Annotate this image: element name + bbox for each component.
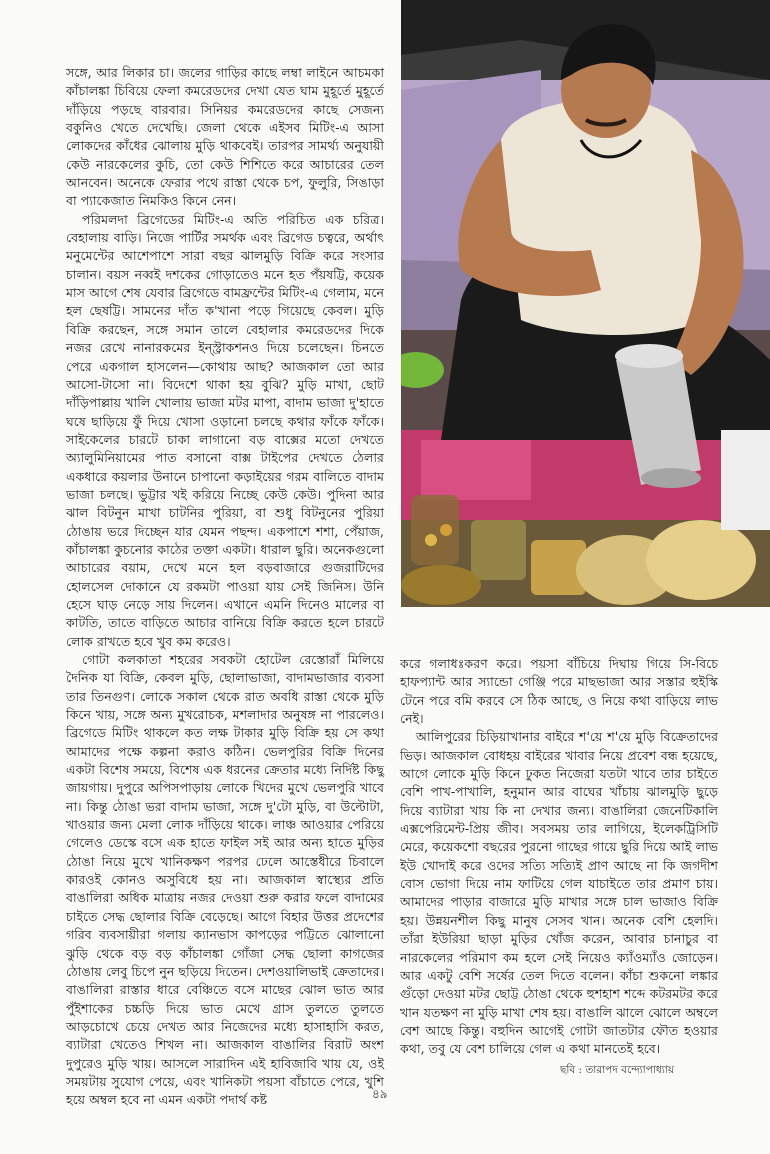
page-number: ৪৯ bbox=[372, 1087, 388, 1101]
paragraph: আলিপুরের চিড়িয়াখানার বাইরে শ'য়ে শ'য়ে মুড়ি বিক্রেতাদের ভিড়। আজকাল বোধহয় বাইরের খাবার নিয়ে প্রবেশ বন্ধ হয়েছে, আগে লোকে মুড়ি কিনে ঢুকত নিজেরা যতটা খাবে তার চাইতে বেশি পাখ-পাখালি, হনুমান আর বাঘের খাঁচায় ঝালমুড়ি ছুড়ে দিয়ে ব্যাটারা খায় কি না দেখার জন্য। বাঙালিরা জেনেটিকালি এক্সপেরিমেন্ট-প্রিয় জীব। সবসময় তার লাগিয়ে, ইলেকট্রিসিটি মেরে, কয়েকশো বছরের পুরনো গাছের গায়ে ছুরি দিয়ে আই লাভ ইউ খোদাই করে ওদের সত্যি সত্যিই প্রাণ আছে না কি জগদীশ বোস ভোগা দিয়ে নাম ফাটিয়ে গেল যাচাইতে তার প্রমাণ চায়। আমাদের পাড়ার বাজারে মুড়ি মাখার সঙ্গে চাল ভাজাও বিক্রি হয়। উন্নয়নশীল কিছু মানুষ সেসব খান। অনেক বেশি হেলদি। তাঁরা ইউরিয়া ছাড়া মুড়ির খোঁজ করেন, আবার চানাচুর বা নারকেলের পরিমাণ কম হলে সেই নিয়েও ক্যাঁওম্যাঁও জোড়েন। আর একটু বেশি সর্ষের তেল দিতে বলেন। কাঁচা শুকনো লঙ্কার গুঁড়ো দেওয়া মটর ছোট্ট ঠোঙা থেকে হুশহাশ শব্দে কটরমটর করে খান যতক্ষণ না মুড়ি মাখা শেষ হয়। বাঙালি ঝালে ঝোলে অম্বলে বেশ আছে কিন্তু। বহুদিন আগেই গোটা জাতটার ফৌত হওয়ার কথা, তবু যে বেশ চালিয়ে গেল এ কথা মানতেই হবে। bbox=[400, 729, 718, 1057]
paragraph: সঙ্গে, আর লিকার চা। জলের গাড়ির কাছে লম্বা লাইনে আচমকা কাঁচালঙ্কা চিবিয়ে ফেলা কমরেডদের দেখা যেত ঘাম মুহূর্তে মুহূর্তে দাঁড়িয়ে পড়ছে বারবার। সিনিয়র কমরেডদের কাছে সেজন্য বকুনিও খেতে দেখেছি। জেলা থেকে এইসব মিটিং-এ আসা লোকদের কাঁধের ঝোলায় মুড়ি থাকবেই। তারপর সামর্থ্য অনুযায়ী কেউ নারকেলের কুচি, তো কেউ শিশিতে করে আচারের তেল আনবেন। অনেকে ফেরার পথে রাস্তা থেকে চপ, ফুলুরি, সিঙাড়া বা প্যাকেজাত নিমকিও কিনে নেন। bbox=[66, 65, 384, 209]
article-left-column bbox=[66, 64, 384, 1110]
photo-muri-vendor bbox=[401, 0, 770, 607]
article-right-column bbox=[400, 655, 718, 1059]
paragraph: গোটা কলকাতা শহরের সবকটা হোটেল রেস্তোরাঁ মিলিয়ে দৈনিক যা বিক্রি, কেবল মুড়ি, ছোলাভাজা, বাদামভাজার ব্যবসা তার তিনগুণ। লোকে সকাল থেকে রাত অবধি রাস্তা থেকে মুড়ি কিনে খায়, সঙ্গে অন্য মুখরোচক, মশলাদার অনুষঙ্গ না পারলেও। ব্রিগেডে মিটিং থাকলে কত লক্ষ টাকার মুড়ি বিক্রি হয় সে কথা আমাদের পক্ষে কল্পনা করাও কঠিন। ভেলপুরির বিক্রি দিনের একটা বিশেষ সময়ে, বিশেষ এক ধরনের ক্রেতার মধ্যে নির্দিষ্ট কিছু জায়গায়। দুপুরে অপিসপাড়ায় লোকে খিদের মুখে ভেলপুরি খাবে না। কিন্তু ঠোঙা ভরা বাদাম ভাজা, সঙ্গে দু'টো মুড়ি, বা উল্টোটা, খাওয়ার জন্য মেলা লোক দাঁড়িয়ে থাকে। লাঞ্চ আওয়ার পেরিয়ে গেলেও ডেস্কে বসে এক হাতে ফাইল সই আর অন্য হাতে মুড়ির ঠোঙা নিয়ে মুখে খানিকক্ষণ পরপর ঢেলে আস্তেধীরে চিবালে কারওই কোনও অসুবিধে হয় না। আজকাল স্বাস্থ্যের প্রতি বাঙালিরা অধিক মাত্রায় নজর দেওয়া শুরু করার ফলে বাদামের চাইতে সেদ্ধ ছোলার বিক্রি বেড়েছে। আগে বিহার উত্তর প্রদেশের গরিব ব্যবসায়ীরা গলায় ক্যানভাস কাপড়ের পট্টিতে ঝোলানো ঝুড়ি থেকে বড় বড় কাঁচালঙ্কা গোঁজা সেদ্ধ ছোলা কাগজের ঠোঙায় লেবু চিপে নুন ছড়িয়ে দিতেন। দেশওয়ালিভাই ক্রেতাদের। বাঙালিরা রাস্তার ধারে বেঞ্চিতে বসে মাছের ঝোল ভাত আর পুঁইশাকের চচ্চড়ি দিয়ে ভাত মেখে গ্রাস তুলতে তুলতে আড়চোখে চেয়ে দেখত আর নিজেদের মধ্যে হাসাহাসি করত, ব্যাটারা খেতেও শিখল না। আজকাল বাঙালির বিরাট অংশ দুপুরেও মুড়ি খায়। আসলে সারাদিন এই হাবিজাবি খায় যে, ওই সময়টায় সুযোগ পেয়ে, এবং খানিকটা পয়সা বাঁচাতে পেরে, খুশি হয়ে অম্বল হবে না এমন একটা পদার্থ কষ্ট bbox=[66, 652, 384, 1108]
paragraph: করে গলাধঃকরণ করে। পয়সা বাঁচিয়ে দিঘায় গিয়ে সি-বিচে হাফপ্যান্ট আর স্যান্ডো গেঞ্জি পরে মাছভাজা আর সস্তার হুইস্কি টেনে পরে বমি করবে সে ঠিক আছে, ও নিয়ে কথা বাড়িয়ে লাভ নেই। bbox=[400, 656, 718, 727]
paragraph: পরিমলদা ব্রিগেডের মিটিং-এ অতি পরিচিত এক চরিত্র। বেহালায় বাড়ি। নিজে পার্টির সমর্থক এবং ব্রিগেড চত্বরে, অর্থাৎ মনুমেন্টের আশেপাশে সারা বছর ঝালমুড়ি বিক্রি করে সংসার চালান। বয়স নব্বই দশকের গোড়াতেও মনে হত পঁয়ষট্টি, কয়েক মাস আগে শেষ যেবার ব্রিগেডে বামফ্রন্টের মিটিং-এ গেলাম, মনে হল ছেষট্টি। সামনের দাঁত ক'খানা পড়ে গিয়েছে কেবল। মুড়ি বিক্রি করছেন, সঙ্গে সমান তালে বেহালার কমরেডদের দিকে নজর রেখে নানারকমের ইন্‌স্ট্রাকশনও দিয়ে চলেছেন। চিনতে পেরে একগাল হাসলেন—কোথায় আছ? আজকাল তো আর আসো-টাসো না। বিদেশে থাকা হয় বুঝি? মুড়ি মাখা, ছোট দাঁড়িপাল্লায় খালি খোলায় ভাজা মটর মাপা, বাদাম ভাজা দু'হাতে ঘষে ছাড়িয়ে ফুঁ দিয়ে খোসা ওড়ানো চলছে কথার ফাঁকে ফাঁকে। সাইকেলের চারটে চাকা লাগানো বড় বাক্সের মতো দেখতে অ্যালুমিনিয়ামের পাত বসানো বাক্স টাইপের দেখতে ঠেলার একধারে কয়লার উনানে চাপানো কড়াইয়ের গরম বালিতে বাদাম ভাজা চলছে। ভুট্টার খই করিয়ে নিচ্ছে কেউ কেউ। পুদিনা আর ঝাল বিটনুন মাখা চাটনির পুরিয়া, বা শুধু বিটনুনের পুরিয়া ঠোঙায় ভরে দিচ্ছেন যার যেমন পছন্দ। একপাশে শশা, পেঁয়াজ, কাঁচালঙ্কা কুচনোর কাঠের তক্তা একটা। ধারাল ছুরি। অনেকগুলো আচারের বয়াম, দেখে মনে হল বড়বাজারে গুজরাটিদের হোলসেল দোকানে যে রকমটা পাওয়া যায় সেই জিনিস। উনি হেসে ঘাড় নেড়ে সায় দিলেন। এখানে এমনি দিনেও মালের বা কাটতি, তাতে বাড়িতে আচার বানিয়ে বিক্রি করতে হলে চারটে লোক রাখতে হবে খুব কম করেও। bbox=[66, 211, 384, 649]
photo-credit: ছবি : তারাপদ বন্দ্যোপাধ্যায় bbox=[560, 1064, 675, 1076]
